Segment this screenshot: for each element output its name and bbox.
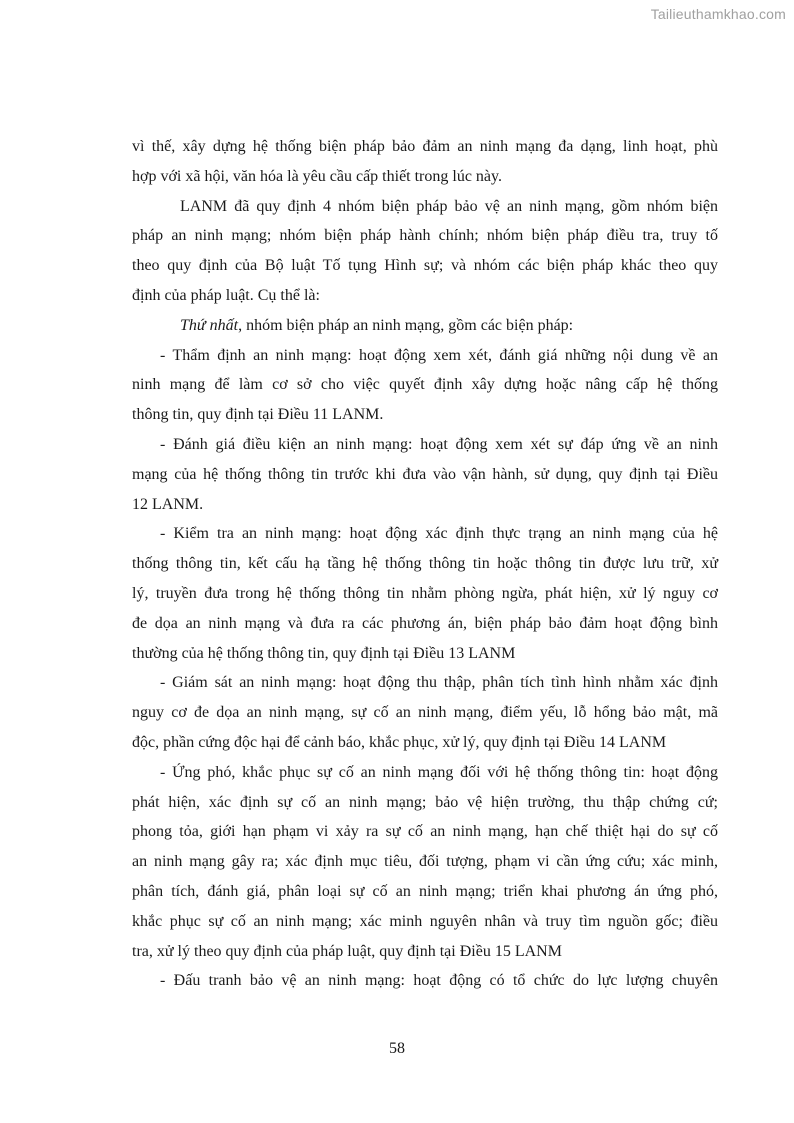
list-item-line: - Giám sát an ninh mạng: hoạt động thu thập, phân tích tình hình nhằm xác định — [160, 674, 718, 692]
text-line: lý, truyền đưa trong hệ thống thông tin nhằm phòng ngừa, phát hiện, xử lý nguy cơ — [132, 584, 718, 602]
text-line: phong tỏa, giới hạn phạm vi xảy ra sự cố an ninh mạng, hạn chế thiệt hại do sự cố — [132, 823, 718, 841]
text-line: đe dọa an ninh mạng và đưa ra các phương án, biện pháp bảo đảm hoạt động bình — [132, 614, 718, 632]
list-item-line: - Đấu tranh bảo vệ an ninh mạng: hoạt động có tổ chức do lực lượng chuyên — [160, 972, 718, 990]
list-item-line: - Thẩm định an ninh mạng: hoạt động xem xét, đánh giá những nội dung về an — [160, 346, 718, 364]
text-line: phát hiện, xác định sự cố an ninh mạng; bảo vệ hiện trường, thu thập chứng cứ; — [132, 793, 718, 811]
text-line: thường của hệ thống thông tin, quy định tại Điều 13 LANM — [132, 644, 516, 662]
text-line: pháp an ninh mạng; nhóm biện pháp hành chính; nhóm biện pháp điều tra, truy tố — [132, 227, 718, 245]
text-line: vì thế, xây dựng hệ thống biện pháp bảo đảm an ninh mạng đa dạng, linh hoạt, phù — [132, 138, 718, 155]
document-body — [132, 132, 718, 996]
text-line: thống thông tin, kết cấu hạ tầng hệ thống thông tin hoặc thông tin được lưu trữ, xử — [132, 555, 718, 573]
text-line: ninh mạng để làm cơ sở cho việc quyết định xây dựng hoặc nâng cấp hệ thống — [132, 376, 718, 394]
text-line: phân tích, đánh giá, phân loại sự cố an ninh mạng; triển khai phương án ứng phó, — [132, 882, 718, 900]
list-item-line: - Đánh giá điều kiện an ninh mạng: hoạt động xem xét sự đáp ứng về an ninh — [160, 435, 718, 453]
text-line: theo quy định của Bộ luật Tố tụng Hình sự; và nhóm các biện pháp khác theo quy — [132, 257, 718, 275]
text-line: an ninh mạng gây ra; xác định mục tiêu, đối tượng, phạm vi cần ứng cứu; xác minh, — [132, 853, 718, 871]
section-lead-rest: , nhóm biện pháp an ninh mạng, gồm các biện pháp: — [238, 316, 574, 334]
text-line: định của pháp luật. Cụ thể là: — [132, 286, 320, 304]
section-lead — [132, 311, 718, 341]
watermark: Tailieuthamkhao.com — [650, 6, 786, 22]
text-line: khắc phục sự cố an ninh mạng; xác minh nguyên nhân và truy tìm nguồn gốc; điều — [132, 912, 718, 930]
page-number: 58 — [389, 1040, 405, 1057]
text-line: thông tin, quy định tại Điều 11 LANM. — [132, 406, 384, 424]
text-line: tra, xử lý theo quy định của pháp luật, quy định tại Điều 15 LANM — [132, 942, 562, 960]
text-line: 12 LANM. — [132, 495, 204, 513]
text-line: LANM đã quy định 4 nhóm biện pháp bảo vệ an ninh mạng, gồm nhóm biện — [180, 197, 718, 215]
text-line: nguy cơ đe dọa an ninh mạng, sự cố an ninh mạng, điểm yếu, lỗ hổng bảo mật, mã — [132, 704, 718, 722]
text-line: mạng của hệ thống thông tin trước khi đưa vào vận hành, sử dụng, quy định tại Điều — [132, 465, 718, 483]
list-item-line: - Kiểm tra an ninh mạng: hoạt động xác định thực trạng an ninh mạng của hệ — [160, 525, 718, 543]
text-line: hợp với xã hội, văn hóa là yêu cầu cấp thiết trong lúc này. — [132, 167, 502, 185]
list-item-line: - Ứng phó, khắc phục sự cố an ninh mạng đối với hệ thống thông tin: hoạt động — [160, 763, 718, 781]
text-line: độc, phần cứng độc hại để cảnh báo, khắc phục, xử lý, quy định tại Điều 14 LANM — [132, 733, 667, 751]
section-lead-italic: Thứ nhất — [180, 316, 239, 334]
